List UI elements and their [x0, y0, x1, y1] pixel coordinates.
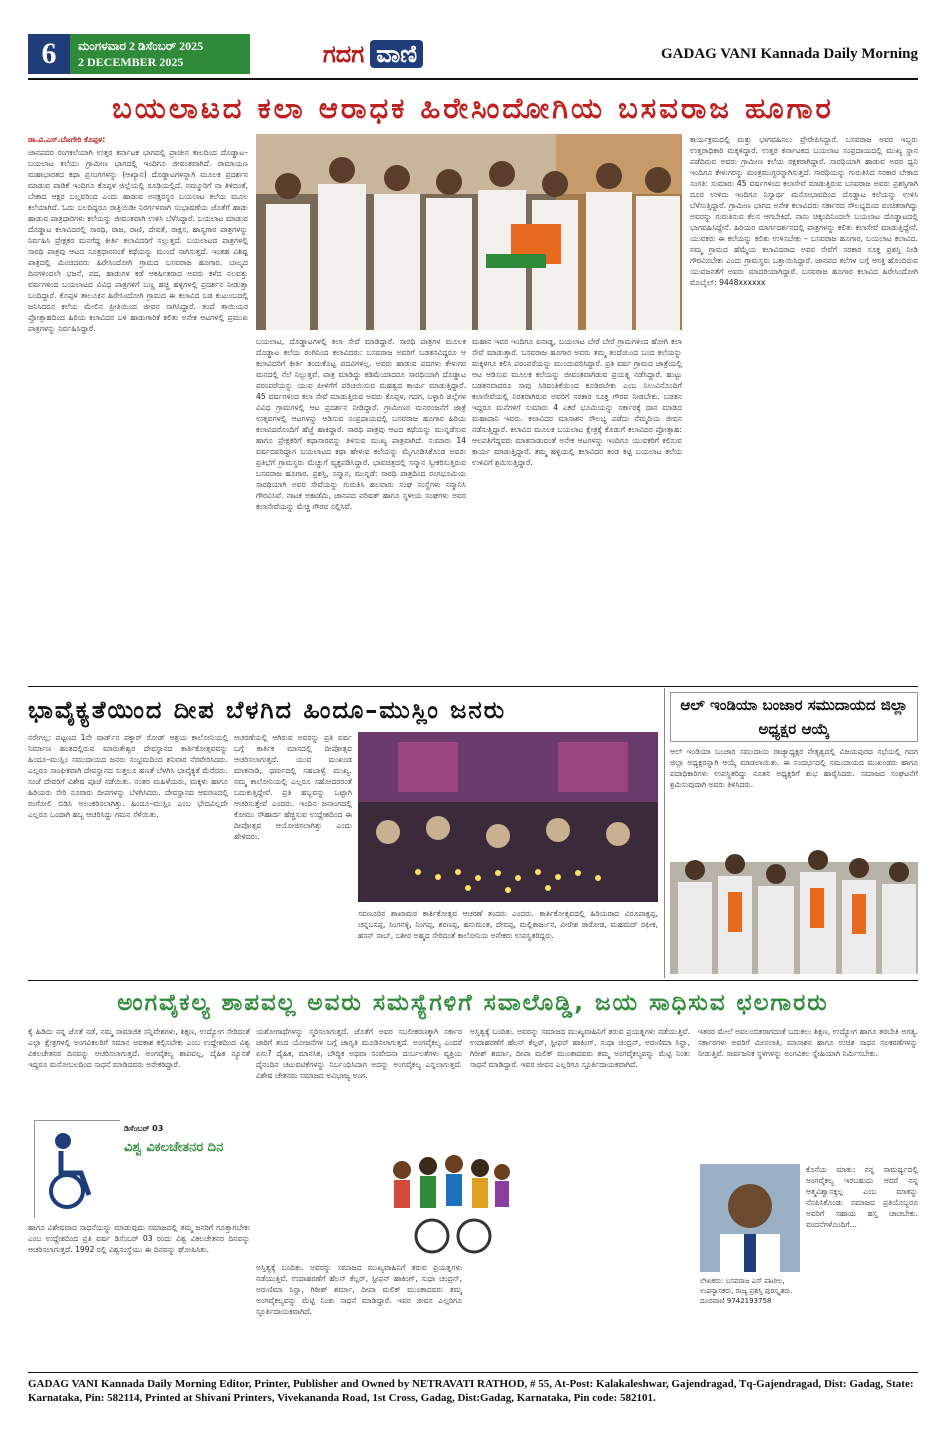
story2-photo [358, 732, 658, 902]
story4-illustration [382, 1140, 516, 1258]
story2-col1: ನರೇಗಲ್ಲ: ಪಟ್ಟಣದ 1ನೇ ವಾರ್ಡ್‌ನ ಪಕ್ಕಾರ್ ರೋಡ್ ಆಶ್ರಯ ಕಾಲೋನಿಯಲ್ಲಿ ನಿರ್ಮಾಣ ಹಂತದಲ್ಲಿರುವ ಮಾರುತೇಶ್ವರ ದೇವಸ್ಥಾನದ ಕಾರ್ತಿಕೋತ್ಸವವನ್ನು ಹಿಂದೂ–ಮುಸ್ಲಿಂ ಸಮುದಾಯದ ಜನರು ಸಂಭ್ರಮದಿಂದ ಶನಿವಾರ ನೆರವೇರಿಸಿದರು. ಎಲ್ಲರೂ ಸಾಂಘಿಕವಾಗಿ ದೇವಸ್ಥಾನದ ಸುತ್ತಲೂ ಹಣತೆ ಬೆಳಗಿಸಿ ಭಾವೈಕ್ಯತೆ ಮೆರೆದರು. ಸಂಜೆ ದೇವರಿಗೆ ವಿಶೇಷ ಪೂಜೆ ನಡೆಯಿತು. ನಂತರ ಮಹಿಳೆಯರು, ಮಕ್ಕಳು ಹಾಗೂ ಹಿರಿಯರು ಸೇರಿ ನೂರಾರು ದೀಪಗಳನ್ನು ಬೆಳಗಿಸಿದರು. ದೇವಸ್ಥಾನದ ಆವರಣದಲ್ಲಿ ರಂಗೋಲಿ ಬಿಡಿಸಿ ಅಲಂಕರಿಸಲಾಗಿತ್ತು. ಹಿಂದೂ–ಮುಸ್ಲಿಂ ಎಂಬ ಭೇದವಿಲ್ಲದೇ ಎಲ್ಲರೂ ಒಂದಾಗಿ ಹಬ್ಬ ಆಚರಿಸಿದ್ದು ಗಮನ ಸೆಳೆಯಿತು. [28, 733, 228, 819]
paper-name: GADAG VANI Kannada Daily Morning [661, 45, 918, 62]
story4-col3: ಅಸ್ತಿತ್ವಕ್ಕೆ ಬಂದಿತು. ಅವರನ್ನು ಸಮಾಜದ ಮುಖ್ಯವಾಹಿನಿಗೆ ತರುವ ಪ್ರಯತ್ನಗಳು ನಡೆಯುತ್ತಿವೆ. ಉದಾಹರಣೆಗೆ ಹೆಲನ್ ಕೆಲ್ಲರ್, ಸ್ಟೀಫನ್ ಹಾಕಿಂಗ್, ಸುಧಾ ಚಂದ್ರನ್, ಅರುಣಿಮಾ ಸಿನ್ಹಾ, ಗಿರೀಶ್ ಶರ್ಮಾ, ದೀಪಾ ಮಲಿಕ್ ಮುಂತಾದವರು ತಮ್ಮ ಅಂಗವೈಕಲ್ಯವನ್ನು ಮೆಟ್ಟಿ ನಿಂತು ಸಾಧನೆ ಮಾಡಿದ್ದಾರೆ. ಇವರ ಜೀವನ ಎಲ್ಲರಿಗೂ ಸ್ಫೂರ್ತಿದಾಯಕವಾಗಿದೆ. [470, 1027, 690, 1069]
badge-title: ವಿಶ್ವ ವಿಕಲಚೇತನರ ದಿನ [124, 1140, 224, 1155]
section-divider-2 [28, 980, 918, 981]
story3-headline: ಆಲ್ ಇಂಡಿಯಾ ಬಂಜಾರ ಸಮುದಾಯದ ಜಿಲ್ಲಾ ಅಧ್ಯಕ್ಷರ ಆಯ್ಕೆ [670, 692, 918, 742]
story4-col2: ಯಶೋಗಾಥೆಗಳನ್ನು ಸ್ಮರಿಸಲಾಗುತ್ತದೆ. ಜೊತೆಗೆ ಅವರ ಸಬಲೀಕರಣಕ್ಕಾಗಿ ಸರ್ಕಾರ ಜಾರಿಗೆ ತಂದ ಯೋಜನೆಗಳ ಬಗ್ಗೆ ಜಾಗೃತಿ ಮೂಡಿಸಲಾಗುತ್ತದೆ. ಅಂಗವೈಕಲ್ಯ ಎಂದರೆ ಏನು? ದೈಹಿಕ, ಮಾನಸಿಕ, ಬೌದ್ಧಿಕ ಅಥವಾ ಸಂವೇದನಾ ದುರ್ಬಲತೆಗಳು ವ್ಯಕ್ತಿಯ ದೈನಂದಿನ ಚಟುವಟಿಕೆಗಳನ್ನು ನಿರ್ಬಂಧಿಸಿದಾಗ ಅದನ್ನು ಅಂಗವೈಕಲ್ಯ ಎನ್ನಲಾಗುತ್ತದೆ. ವಿಶೇಷ ಚೇತನರು ಸಮಾಜದ ಅವಿಭಾಜ್ಯ ಅಂಗ. [256, 1027, 462, 1080]
date-english: 2 DECEMBER 2025 [78, 55, 184, 69]
story1-col4: ಮಹಾನ ಇವರ ಇಂದಿಗೂ ಐನಾಡ್ಡ, ಬಯಲಾಟ ಬೇರೆ ಬೇರೆ ಗ್ರಾಮಗಳಿಂದ ಹೋಗಿ ಕಲಾ ಸೇವೆ ಮಾಡುತ್ತಾರೆ. ಬಸವರಾಜ ಹೂಗಾರ ಅವರು ತಮ್ಮ ತಂದೆಯಿಂದ ಬಂದ ಕಲೆಯನ್ನು ಮಕ್ಕಳಿಗೂ ಕಲಿಸಿ ಪರಂಪರೆಯನ್ನು ಮುಂದುವರಿಸಿದ್ದಾರೆ. ಪ್ರತಿ ವರ್ಷ ಗ್ರಾಮದ ಜಾತ್ರೆಯಲ್ಲಿ ಆಟ ಆಡಿಸುವ ಮೂಲಕ ಕಲೆಯನ್ನು ಜೀವಂತವಾಗಿಡುವ ಪ್ರಯತ್ನ ನಡೆಸಿದ್ದಾರೆ. ಹುಟ್ಟು ಬಡತನವಾದರೂ ಸಾವು ಸಿರಿವಂತಿಕೆಯಿಂದ ಕೂಡಿರಬೇಕು ಎಂಬ ನಿಲುವಿನೊಂದಿಗೆ ಕಲಾಸೇವೆಯಲ್ಲಿ ನಿರತರಾಗಿರುವ ಅವರಿಗೆ ಸರಕಾರ ಸೂಕ್ತ ಗೌರವ ನೀಡಬೇಕು. ಬಡತನ ಇದ್ದರೂ ಮನೆಗಳಿಗೆ ಸುಮಾರು 4 ಎಕರೆ ಭೂಮಿಯನ್ನು ಸರ್ಕಾರಕ್ಕೆ ದಾನ ಮಾಡಿದ ಮಹಾದಾನಿ ಇವರು. ಕಲಾವಿದರ ಮಾಸಾಶನ ಸೌಲಭ್ಯ ಪಡೆದು ನೆಮ್ಮದಿಯ ಜೀವನ ನಡೆಸುತ್ತಿದ್ದಾರೆ. ಕಲಾವಿದ ಮೂಲಕ ಬಯಲಾಟ ಕ್ಷೇತ್ರಕ್ಕೆ ಕೊಡುಗೆ ಕಲಾವಿದರ ಪ್ರೋತ್ಸಾಹ: ಆಲಪತಿಗೆದ್ದವರು ಮಾತನಾಡುವಂತೆ ಅನೇಕ ಆಟಗಳನ್ನು ಇಂದಿಗೂ ಯುವಕರಿಗೆ ಕಲಿಸುವ ಕಾರ್ಯ ಮಾಡುತ್ತಿದ್ದಾರೆ. ತಮ್ಮ ಹಳ್ಳಿಯಲ್ಲಿ ಕಲಾವಿದರ ತಂಡ ಕಟ್ಟಿ ಬಯಲಾಟ ಕಲೆಯ ಉಳಿವಿಗೆ ಶ್ರಮಿಸುತ್ತಿದ್ದಾರೆ. [472, 337, 682, 467]
logo-left: ಗದಗ [322, 40, 365, 68]
section-divider-1 [28, 686, 918, 687]
story4-col2b: ಅಸ್ತಿತ್ವಕ್ಕೆ ಬಂದಿತು. ಅವರನ್ನು ಸಮಾಜದ ಮುಖ್ಯವಾಹಿನಿಗೆ ತರುವ ಪ್ರಯತ್ನಗಳು ನಡೆಯುತ್ತಿವೆ. ಉದಾಹರಣೆಗೆ ಹೆಲನ್ ಕೆಲ್ಲರ್, ಸ್ಟೀಫನ್ ಹಾಕಿಂಗ್, ಸುಧಾ ಚಂದ್ರನ್, ಅರುಣಿಮಾ ಸಿನ್ಹಾ, ಗಿರೀಶ್ ಶರ್ಮಾ, ದೀಪಾ ಮಲಿಕ್ ಮುಂತಾದವರು ತಮ್ಮ ಅಂಗವೈಕಲ್ಯವನ್ನು ಮೆಟ್ಟಿ ನಿಂತು ಸಾಧನೆ ಮಾಡಿದ್ದಾರೆ. ಇವರ ಜೀವನ ಎಲ್ಲರಿಗೂ ಸ್ಫೂರ್ತಿದಾಯಕವಾಗಿದೆ. [256, 1263, 462, 1316]
badge-date: ಡಿಸೆಂಬರ್ 03 [124, 1124, 164, 1133]
author-caption: ಲೇಖಕರು: ಬಸವರಾಜ ಎಸ್ ಪಾಟೀಲ, ಉಪನ್ಯಾಸಕರು, ರಾಜ್ಯ ಪ್ರಶಸ್ತಿ ಪುರಸ್ಕೃತರು. ದೂರವಾಣಿ 9742193758 [700, 1277, 793, 1305]
story1-headline: ಬಯಲಾಟದ ಕಲಾ ಆರಾಧಕ ಹಿರೇಸಿಂದೋಗಿಯ ಬಸವರಾಜ ಹೂಗಾರ [112, 91, 834, 125]
story4-col1: ಕೈ ಹಿಡಿದು ನನ್ನ ಜೊತೆ ನಡೆ, ನಮ್ಮ ಸಾಮಾಜಿಕ ಸನ್ನಿವೇಶಗಳು, ಶಿಕ್ಷಣ, ಉದ್ಯೋಗ ಸೇರಿದಂತೆ ಎಲ್ಲಾ ಕ್ಷೇತ್ರಗಳಲ್ಲಿ ಅಂಗವಿಕಲರಿಗೆ ಸಮಾನ ಅವಕಾಶ ಕಲ್ಪಿಸಬೇಕು ಎಂಬ ಉದ್ದೇಶದಿಂದ ವಿಶ್ವ ವಿಕಲಚೇತನರ ದಿನವನ್ನು ಆಚರಿಸಲಾಗುತ್ತದೆ. ಅಂಗವೈಕಲ್ಯ ಶಾಪವಲ್ಲ, ದೈಹಿಕ ನ್ಯೂನತೆ ಇದ್ದರೂ ಮನೋಬಲದಿಂದ ಸಾಧನೆ ಮಾಡಿದವರು ಅನೇಕರಿದ್ದಾರೆ. [28, 1027, 250, 1069]
paper-logo [298, 34, 448, 74]
story1-byline: ಡಾ.ವಿ.ಎಸ್.ಬೆಟಗೇರಿ ಕೊಪ್ಪಳ: [28, 135, 106, 144]
story1-col3: ಬಯಲಾಟ, ದೊಡ್ಡಾಟಗಳಲ್ಲಿ ಕಲಾ ಸೇವೆ ಮಾಡಿದ್ದಾರೆ. ಸಾರಥಿ ಪಾತ್ರಗಳ ಮೂಲಕ ದೊಡ್ಡಾಟ ಕಲೆಯ ರಂಗಿನಿಂದ ಕಲಾವಿದರು: ಬಸವರಾಜ ಅವರಿಗೆ ಬಡತನವಿದ್ದರೂ ಆ ಕಲಾವಿದರಿಗೆ ಕೀರ್ತಿ ತಂದುಕೊಟ್ಟ ಪದವಿಗಳಿಲ್ಲ. ಅವರು ಹಾಡುವ ಪದಗಳು ಕೇಳುಗರ ಮನದಲ್ಲಿ ನೆಲೆ ನಿಲ್ಲುತ್ತವೆ. ಪಾತ್ರ ಮಾಡಿದ್ದು ಕಡಿಮೆಯಾದರೂ ಸಾರಥಿಯಾಗಿ ದೊಡ್ಡಾಟ ಪರಂಪರೆಯನ್ನು ಯುವ ಪೀಳಿಗೆಗೆ ಪರಿಚಯಿಸುವ ಮಹತ್ವದ ಕಾರ್ಯ ಮಾಡುತ್ತಿದ್ದಾರೆ. 45 ವರ್ಷಗಳಿಂದ ಕಲಾ ಸೇವೆ ಮಾಡುತ್ತಿರುವ ಅವರು ಕೊಪ್ಪಳ, ಗದಗ, ಬಳ್ಳಾರಿ ಜಿಲ್ಲೆಗಳ ವಿವಿಧ ಗ್ರಾಮಗಳಲ್ಲಿ ಆಟ ಪ್ರದರ್ಶನ ನೀಡಿದ್ದಾರೆ. ಗ್ರಾಮೀಣರ ಮನರಂಜನೆಗೆ ಜಾತ್ರೆ ಉತ್ಸವಗಳಲ್ಲಿ ಆಟಗಳನ್ನು ಆಡಿಸುವ ಸಂಪ್ರದಾಯದಲ್ಲಿ ಬಸವರಾಜ ಹೂಗಾರ ಹಿರಿಯ ಕಲಾವಿದರೊಂದಿಗೆ ಹೆಜ್ಜೆ ಹಾಕಿದ್ದಾರೆ. ಸಾರಥಿ ಪಾತ್ರವು ಆಟದ ಕಥೆಯನ್ನು ಮುನ್ನಡೆಸುವ ಹಾಗೂ ಪ್ರೇಕ್ಷಕರಿಗೆ ಕಥಾಸಾರವನ್ನು ತಿಳಿಸುವ ಮುಖ್ಯ ಪಾತ್ರವಾಗಿದೆ. ಸುಮಾರು 14 ವರ್ಷದವರಿದ್ದಾಗ ಬಯಲಾಟದ ಕಥಾ ಹೇಳುವ ಕಲೆಯನ್ನು ಮೈಗೂಡಿಸಿಕೊಂಡ ಅವರು ಪ್ರತಿಭೆಗೆ ಗ್ರಾಮಸ್ಥರು ಮೆಚ್ಚುಗೆ ವ್ಯಕ್ತಪಡಿಸಿದ್ದಾರೆ. ಭಾವಚಿತ್ರದಲ್ಲಿ ಸನ್ಮಾನ ಸ್ವೀಕರಿಸುತ್ತಿರುವ ಬಸವರಾಜ ಹೂಗಾರ. ಪ್ರಶಸ್ತಿ, ಸನ್ಮಾನ, ಮುನ್ನಡೆ: ಸಾರಥಿ ಪಾತ್ರದಿಂದ ರಂಗಭೂಮಿಯ ಸಾರಥಿಯಾಗಿ ಅವರ ಸೇವೆಯನ್ನು ಗುರುತಿಸಿ ಹಲವಾರು ಸಂಘ ಸಂಸ್ಥೆಗಳು ಸನ್ಮಾನಿಸಿ ಗೌರವಿಸಿವೆ. ನಾಟಕ ಅಕಾಡೆಮಿ, ಜಾನಪದ ಪರಿಷತ್ ಹಾಗೂ ಸ್ಥಳೀಯ ಸಂಘಗಳು ಅವರ ಕಲಾಸೇವೆಯನ್ನು ಮೆಚ್ಚಿ ಗೌರವ ಸಲ್ಲಿಸಿವೆ. [256, 337, 466, 511]
date-kannada: ಮಂಗಳವಾರ 2 ಡಿಸೆಂಬರ್ 2025 [78, 39, 204, 53]
logo-right: ವಾಣಿ [370, 40, 423, 68]
story4-headline: ಅಂಗವೈಕಲ್ಯ ಶಾಪವಲ್ಲ ಅವರು ಸಮಸ್ಯೆಗಳಿಗೆ ಸವಾಲೊಡ್ಡಿ, ಜಯ ಸಾಧಿಸುವ ಛಲಗಾರರು [117, 990, 829, 1016]
story1-col5: ಕಾರ್ಯಕ್ರಮದಲ್ಲಿ ಮತ್ತು ಭಾಗವಹಿಸಲು ಪ್ರೇರೇಪಿಸಿದ್ದಾರೆ. ಬಸವರಾಜ ಅವರ ಇಬ್ಬರು ಉತ್ತರಾಧಿಕಾರಿ ಮಕ್ಕಳಿದ್ದಾರೆ. ಉತ್ತರ ಕರ್ನಾಟಕದ ಬಯಲಾಟ ಸಂಪ್ರದಾಯದಲ್ಲಿ ಮುಖ್ಯ ಸ್ಥಾನ ಪಡೆದಿರುವ ಅವರು ಗ್ರಾಮೀಣ ಕಲೆಯ ರಕ್ಷಕರಾಗಿದ್ದಾರೆ. ಸಾರಥಿಯಾಗಿ ಹಾಡುವ ಅವರ ಧ್ವನಿ ಇಂದಿಗೂ ಕೇಳುಗರನ್ನು ಮಂತ್ರಮುಗ್ಧರನ್ನಾಗಿಸುತ್ತದೆ. ಸಾರಥಿಯನ್ನು ಗುರುತಿಸಿದ ಸರಕಾರ ಬೇಕಾದ ಸಂಗತಿ: ಸುಮಾರು 45 ವರ್ಷಗಳಿಂದ ಕಲಾಸೇವೆ ಮಾಡುತ್ತಿರುವ ಬಸವರಾಜ ಅವರು ಪ್ರಶಸ್ತಿಗಾಗಿ ದೂರ ಉಳಿದು ಇಂದಿಗೂ ನಿಸ್ವಾರ್ಥ ಮನೋಭಾವದಿಂದ ದೊಡ್ಡಾಟ ಕಲೆಯನ್ನು ಉಳಿಸಿ ಬೆಳೆಸುತ್ತಿದ್ದಾರೆ. ಗ್ರಾಮೀಣ ಭಾಗದ ಅನೇಕ ಕಲಾವಿದರು ಸರ್ಕಾರದ ಸೌಲಭ್ಯದಿಂದ ವಂಚಿತರಾಗಿದ್ದು ಅವರನ್ನು ಗುರುತಿಸುವ ಕೆಲಸ ಆಗಬೇಕಿದೆ. ನಾನು ಚಿಕ್ಕಂದಿನಿಂದಲೇ ಬಯಲಾಟ ದೊಡ್ಡಾಟದಲ್ಲಿ ಭಾಗವಹಿಸಿದ್ದೇನೆ. ಹಿರಿಯರ ಮಾರ್ಗದರ್ಶನದಲ್ಲಿ ಪಾತ್ರಗಳನ್ನು ಕಲಿತು ಕಲಾಸೇವೆ ಮಾಡುತ್ತಿದ್ದೇನೆ. ಯುವಕರು ಈ ಕಲೆಯನ್ನು ಕಲಿತು ಉಳಿಸಬೇಕು – ಬಸವರಾಜ ಹೂಗಾರ, ಬಯಲಾಟ ಕಲಾವಿದ. ನಮ್ಮ ಗ್ರಾಮದ ಹೆಮ್ಮೆಯ ಕಲಾವಿದರಾದ ಅವರ ಸೇವೆಗೆ ಸರಕಾರ ಸೂಕ್ತ ಪ್ರಶಸ್ತಿ ನೀಡಿ ಗೌರವಿಸಬೇಕು ಎಂದು ಗ್ರಾಮಸ್ಥರು ಒತ್ತಾಯಿಸಿದ್ದಾರೆ. ಜಾನಪದ ಕಲೆಗಳ ಬಗ್ಗೆ ಆಸಕ್ತಿ ಹೊಂದಿರುವ ಯುವಜನತೆಗೆ ಅವರು ಮಾದರಿಯಾಗಿದ್ದಾರೆ. ಬಸವರಾಜ ಹೂಗಾರ ಕಲಾವಿದ ಹಿರೇಸಿಂದೋಗಿ ಮೊಬೈಲ್: 9448xxxxxx [690, 135, 918, 287]
story4-col5: ಕೊನೆಯ ಮಾತು: ನನ್ನ ಸಾಮರ್ಥ್ಯದಲ್ಲಿ ಅಂಗವೈಕಲ್ಯ ಇರಬಹುದು ಆದರೆ ನನ್ನ ಆತ್ಮವಿಶ್ವಾಸಕ್ಕಲ್ಲ ಎಂಬ ಮಾತನ್ನು ನೆನಪಿಸಿಕೊಂಡು ಸಮಾಜದ ಪ್ರತಿಯೊಬ್ಬರೂ ಅವರಿಗೆ ಸಹಾಯ ಹಸ್ತ ಚಾಚಬೇಕು. ವಂದನೆಗಳೊಂದಿಗೆ... [806, 1165, 918, 1229]
story2-headline: ಭಾವೈಕ್ಯತೆಯಿಂದ ದೀಪ ಬೆಳಗಿದ ಹಿಂದೂ–ಮುಸ್ಲಿಂ ಜನರು [28, 696, 507, 724]
masthead [28, 34, 918, 74]
footer-rule [28, 1372, 918, 1373]
disability-day-badge [34, 1120, 120, 1218]
masthead-rule [28, 78, 918, 80]
story1-col1 [28, 134, 248, 680]
story2-col2: ಆಚರಣೆಯಲ್ಲಿ ಆಗಿರುವ ಅವರನ್ನು ಪ್ರತಿ ವರ್ಷ ಬಗ್ಗೆ ಕಾರ್ತಿಕ ಮಾಸದಲ್ಲಿ ದೀಪೋತ್ಸವ ಆಚರಿಸಲಾಗುತ್ತದೆ. ಯುವ ಮುಖಂಡ ಮಾತನಾಡಿ, ಧರ್ಮದಲ್ಲಿ ಸಹಬಾಳ್ವೆ ಮುಖ್ಯ. ನಮ್ಮ ಕಾಲೋನಿಯಲ್ಲಿ ಎಲ್ಲರೂ ಸಹೋದರರಂತೆ ಬದುಕುತ್ತಿದ್ದೇವೆ. ಪ್ರತಿ ಹಬ್ಬವನ್ನು ಒಟ್ಟಾಗಿ ಆಚರಿಸುತ್ತೇವೆ ಎಂದರು. ಇಂದಿನ ಜನಾಂಗದಲ್ಲಿ ಕೋಮು ಸೌಹಾರ್ದ ಹೆಚ್ಚಿಸುವ ಉದ್ದೇಶದಿಂದ ಈ ದೀಪೋತ್ಸವ ಆಯೋಜಿಸಲಾಗಿತ್ತು ಎಂದು ಹೇಳಿದರು. [234, 733, 352, 841]
story1-photo [256, 134, 682, 330]
page-number: 6 [28, 34, 70, 74]
story4-col4: ಇತರರ ಮೇಲೆ ಅವಲಂಬಿತರಾಗದಂತೆ ಬದುಕಲು ಶಿಕ್ಷಣ, ಉದ್ಯೋಗ ಹಾಗೂ ತರಬೇತಿ ಅಗತ್ಯ. ಸರ್ಕಾರಗಳು ಅವರಿಗೆ ಮೀಸಲಾತಿ, ಮಾಸಾಶನ ಹಾಗೂ ಉಚಿತ ಸಾಧನ ಸಲಕರಣೆಗಳನ್ನು ನೀಡುತ್ತಿವೆ. ಸಾರ್ವಜನಿಕ ಸ್ಥಳಗಳನ್ನು ಅಂಗವಿಕಲ ಸ್ನೇಹಿಯಾಗಿ ನಿರ್ಮಿಸಬೇಕು. [698, 1027, 918, 1058]
wheelchair-icon [35, 1121, 121, 1219]
story2-col3: ಸವಣೂರಿನ ಶಾಖಾಮಠ ಕಾರ್ತಿಕೋತ್ಸವ ಆಚರಣೆ ತಂದರು ಎಂದರು. ಕಾರ್ತಿಕೋತ್ಸವದಲ್ಲಿ ಹಿರಿಯರಾದ ವಿರೂಪಾಕ್ಷಪ್ಪ, ಚನ್ನಬಸಪ್ಪ, ಸಿಂಗನಳ್ಳಿ, ನಿಂಗಪ್ಪ, ಶರಣಪ್ಪ, ಹನುಮಂತ, ದೇವಪ್ಪ, ಮಲ್ಲಿಕಾರ್ಜುನ, ವೀರೇಶ ರಾಠೋಡ, ಮಹಮದ್ ರಫೀಕ, ಹಸನ್ ಸಾಬ್, ಬಶೀರ ಅಹ್ಮದ ಸೇರಿದಂತೆ ಕಾಲೋನಿಯ ಅನೇಕರು ಉಪಸ್ಥಿತರಿದ್ದರು. [358, 909, 658, 940]
story3-photo [670, 822, 918, 974]
story-divider-vertical [664, 688, 665, 978]
author-photo [700, 1164, 800, 1272]
story4-col1b: ಹಾಗೂ ವಿಶೇಷವಾದ ಸಾಧನೆಯನ್ನು ಮಾಡುವುದು ಸಮಾಜದಲ್ಲಿ ತಮ್ಮ ಜನರಿಗೆ ಗೂತ್ತಾಗಬೇಕು ಎಂಬ ಉದ್ದೇಶದಿಂದ ಪ್ರತಿ ವರ್ಷ ಡಿಸೆಂಬರ್ 03 ರಂದು ವಿಶ್ವ ವಿಕಲಚೇತನರ ದಿನವನ್ನು ಆಚರಿಸಲಾಗುತ್ತದೆ. 1992 ರಲ್ಲಿ ವಿಶ್ವಸಂಸ್ಥೆಯು ಈ ದಿನವನ್ನು ಘೋಷಿಸಿತು. [28, 1223, 250, 1254]
footer-imprint: GADAG VANI Kannada Daily Morning Editor, Printer, Publisher and Owned by NETRAVATI RATHOD, # 55, At-Post: Kalakaleshwar, Gajendragad, Tq-Gajendragad, Dist: Gadag, State: Karnataka, Pin: 582114, Printed at Shivani Printers, Vivekananda Road, 1st Cross, Gadag, Dist:Gadag, Karnataka, Pin code: 582101. [28, 1378, 914, 1404]
story3-body: ಆಲ್ ಇಂಡಿಯಾ ಬಂಜಾರ ಸಮುದಾಯ ರಾಜ್ಯಾಧ್ಯಕ್ಷರ ನೇತೃತ್ವದಲ್ಲಿ ವಿಜಯಪುರದ ಸಭೆಯಲ್ಲಿ ಗದಗ ಜಿಲ್ಲಾ ಅಧ್ಯಕ್ಷರನ್ನಾಗಿ ಆಯ್ಕೆ ಮಾಡಲಾಯಿತು. ಈ ಸಂದರ್ಭದಲ್ಲಿ ಸಮುದಾಯದ ಮುಖಂಡರು ಹಾಗೂ ಪದಾಧಿಕಾರಿಗಳು ಉಪಸ್ಥಿತರಿದ್ದು ನೂತನ ಅಧ್ಯಕ್ಷರಿಗೆ ಶುಭ ಹಾರೈಸಿದರು. ಸಮಾಜದ ಸಂಘಟನೆಗೆ ಶ್ರಮಿಸುವುದಾಗಿ ಅವರು ತಿಳಿಸಿದರು. [670, 747, 918, 789]
story1-col1-text: ಜಾನಪದರ ರಂಗಕಲೆಯಾಗಿ ಉತ್ತರ ಕರ್ನಾಟಕ ಭಾಗದಲ್ಲಿ ಪ್ರಾಚೀನ ಕಾಲದಿಂದ ದೊಡ್ಡಾಟ–ಬಯಲಾಟ ಕಲೆಯು ಗ್ರಾಮೀಣ ಭಾಗದಲ್ಲಿ ಇಂದಿಗೂ ಜೀವಂತವಾಗಿದೆ. ರಾಮಾಯಣ ಮಹಾಭಾರತದ ಕಥಾ ಪ್ರಸಂಗಗಳನ್ನು (ಆಖ್ಯಾನ) ದೊಡ್ಡಾಟಗಳನ್ನಾಗಿ ಮೂಲಕ ಪ್ರದರ್ಶನ ಮಾಡುವ ಪಾಡಿಕೆ ಇಂದಿಗೂ ಕೊಪ್ಪಳ ಜಿಲ್ಲೆಯಲ್ಲಿ ರೂಢಿಯಲ್ಲಿದೆ. ನಮ್ಮೂರಿಗೆ ನಾ ತಿಳಿದಂತೆ, ಬೇಕಾದ ಆಕ್ಷರ ಬಲ್ಲವರಿಂದ ಎಂದು ಹಾಡುವ ಅನಕ್ಷರಸ್ಥರ ಬಯಲಾಟ ಕಲೆಯ ಮೂಲ ಕಲೆಯಾಗಿದೆ. ಓದು ಬಲದಿದ್ದರೂ ರಾತ್ರಿಯಿಡೀ ನಿರರ್ಗಳವಾಗಿ ಸಂಭಾಷಣೆಯ ಜೊತೆಗೆ ಹಾಡು ಹಾಡುವ ಪಾತ್ರಧಾರಿಗಳು ಕಲೆಯನ್ನು ಜೀವಂತವಾಗಿ ಉಳಿಸಿ ಬೆಳೆಸಿದ್ದಾರೆ. ಬಯಲಾಟ ಮಾಡುವ ದೊಡ್ಡಾಟ ಕಲಾವಿದರಲ್ಲಿ ಸಾರಥಿ, ರಾಜ, ರಾಣಿ, ದೇವತೆ, ರಾಕ್ಷಸ, ಹಾಸ್ಯಗಾರ ಪಾತ್ರಗಳನ್ನು ನಿರ್ವಹಿಸಿ ಪ್ರೇಕ್ಷಕರ ಮನಗೆದ್ದ ಕೀರ್ತಿ ಕಲಾವಿದರಿಗೆ ಸಲ್ಲುತ್ತದೆ. ಬಯಲಾಟದ ಪಾತ್ರಗಳಲ್ಲಿ ಸಾರಥಿ ಪಾತ್ರವು ಆಟದ ಸೂತ್ರಧಾರನಂತೆ ಕಥೆಯನ್ನು ಮುಂದೆ ಸಾಗಿಸುತ್ತದೆ. ಇಂತಹ ವಿಶಿಷ್ಟ ಪಾತ್ರದಲ್ಲಿ ಮಿಂಚಿದವರು ಹಿರೇಸಿಂದೋಗಿ ಗ್ರಾಮದ ಬಸವರಾಜ ಹೂಗಾರ. ಬಾಲ್ಯದ ದಿನಗಳಿಂದಲೇ ಭಜನೆ, ಪದ, ಹಾಡುಗಳ ಕಡೆ ಆಕರ್ಷಿತರಾದ ಅವರು ಕಳೆದ ನಲವತ್ತು ವರ್ಷಗಳಿಂದ ಬಯಲಾಟದ ವಿವಿಧ ಪಾತ್ರಗಳಿಗೆ ಬಣ್ಣ ಹಚ್ಚಿ ಹಳ್ಳಿಗಳಲ್ಲಿ ಪ್ರದರ್ಶನ ನೀಡುತ್ತಾ ಬಂದಿದ್ದಾರೆ. ಕೊಪ್ಪಳ ತಾಲೂಕಿನ ಹಿರೇಸಿಂದೋಗಿ ಗ್ರಾಮದ ಈ ಕಲಾವಿದ ಬಡ ಕುಟುಂಬದಲ್ಲಿ ಜನಿಸಿದರೂ ಕಲೆಯ ಮೇಲಿನ ಪ್ರೀತಿಯಿಂದ ಜೀವನ ಸಾಗಿಸಿದ್ದಾರೆ. ತಂದೆ ತಾಯಿಯರ ಪ್ರೋತ್ಸಾಹದಿಂದ ಹಿರಿಯ ಕಲಾವಿದರ ಬಳಿ ಹಾಡುಗಾರಿಕೆ ಕಲಿತು ಅನೇಕ ಆಟಗಳಲ್ಲಿ ಪ್ರಮುಖ ಪಾತ್ರಗಳನ್ನು ನಿರ್ವಹಿಸಿದ್ದಾರೆ. [28, 148, 248, 333]
date-box [70, 34, 250, 74]
